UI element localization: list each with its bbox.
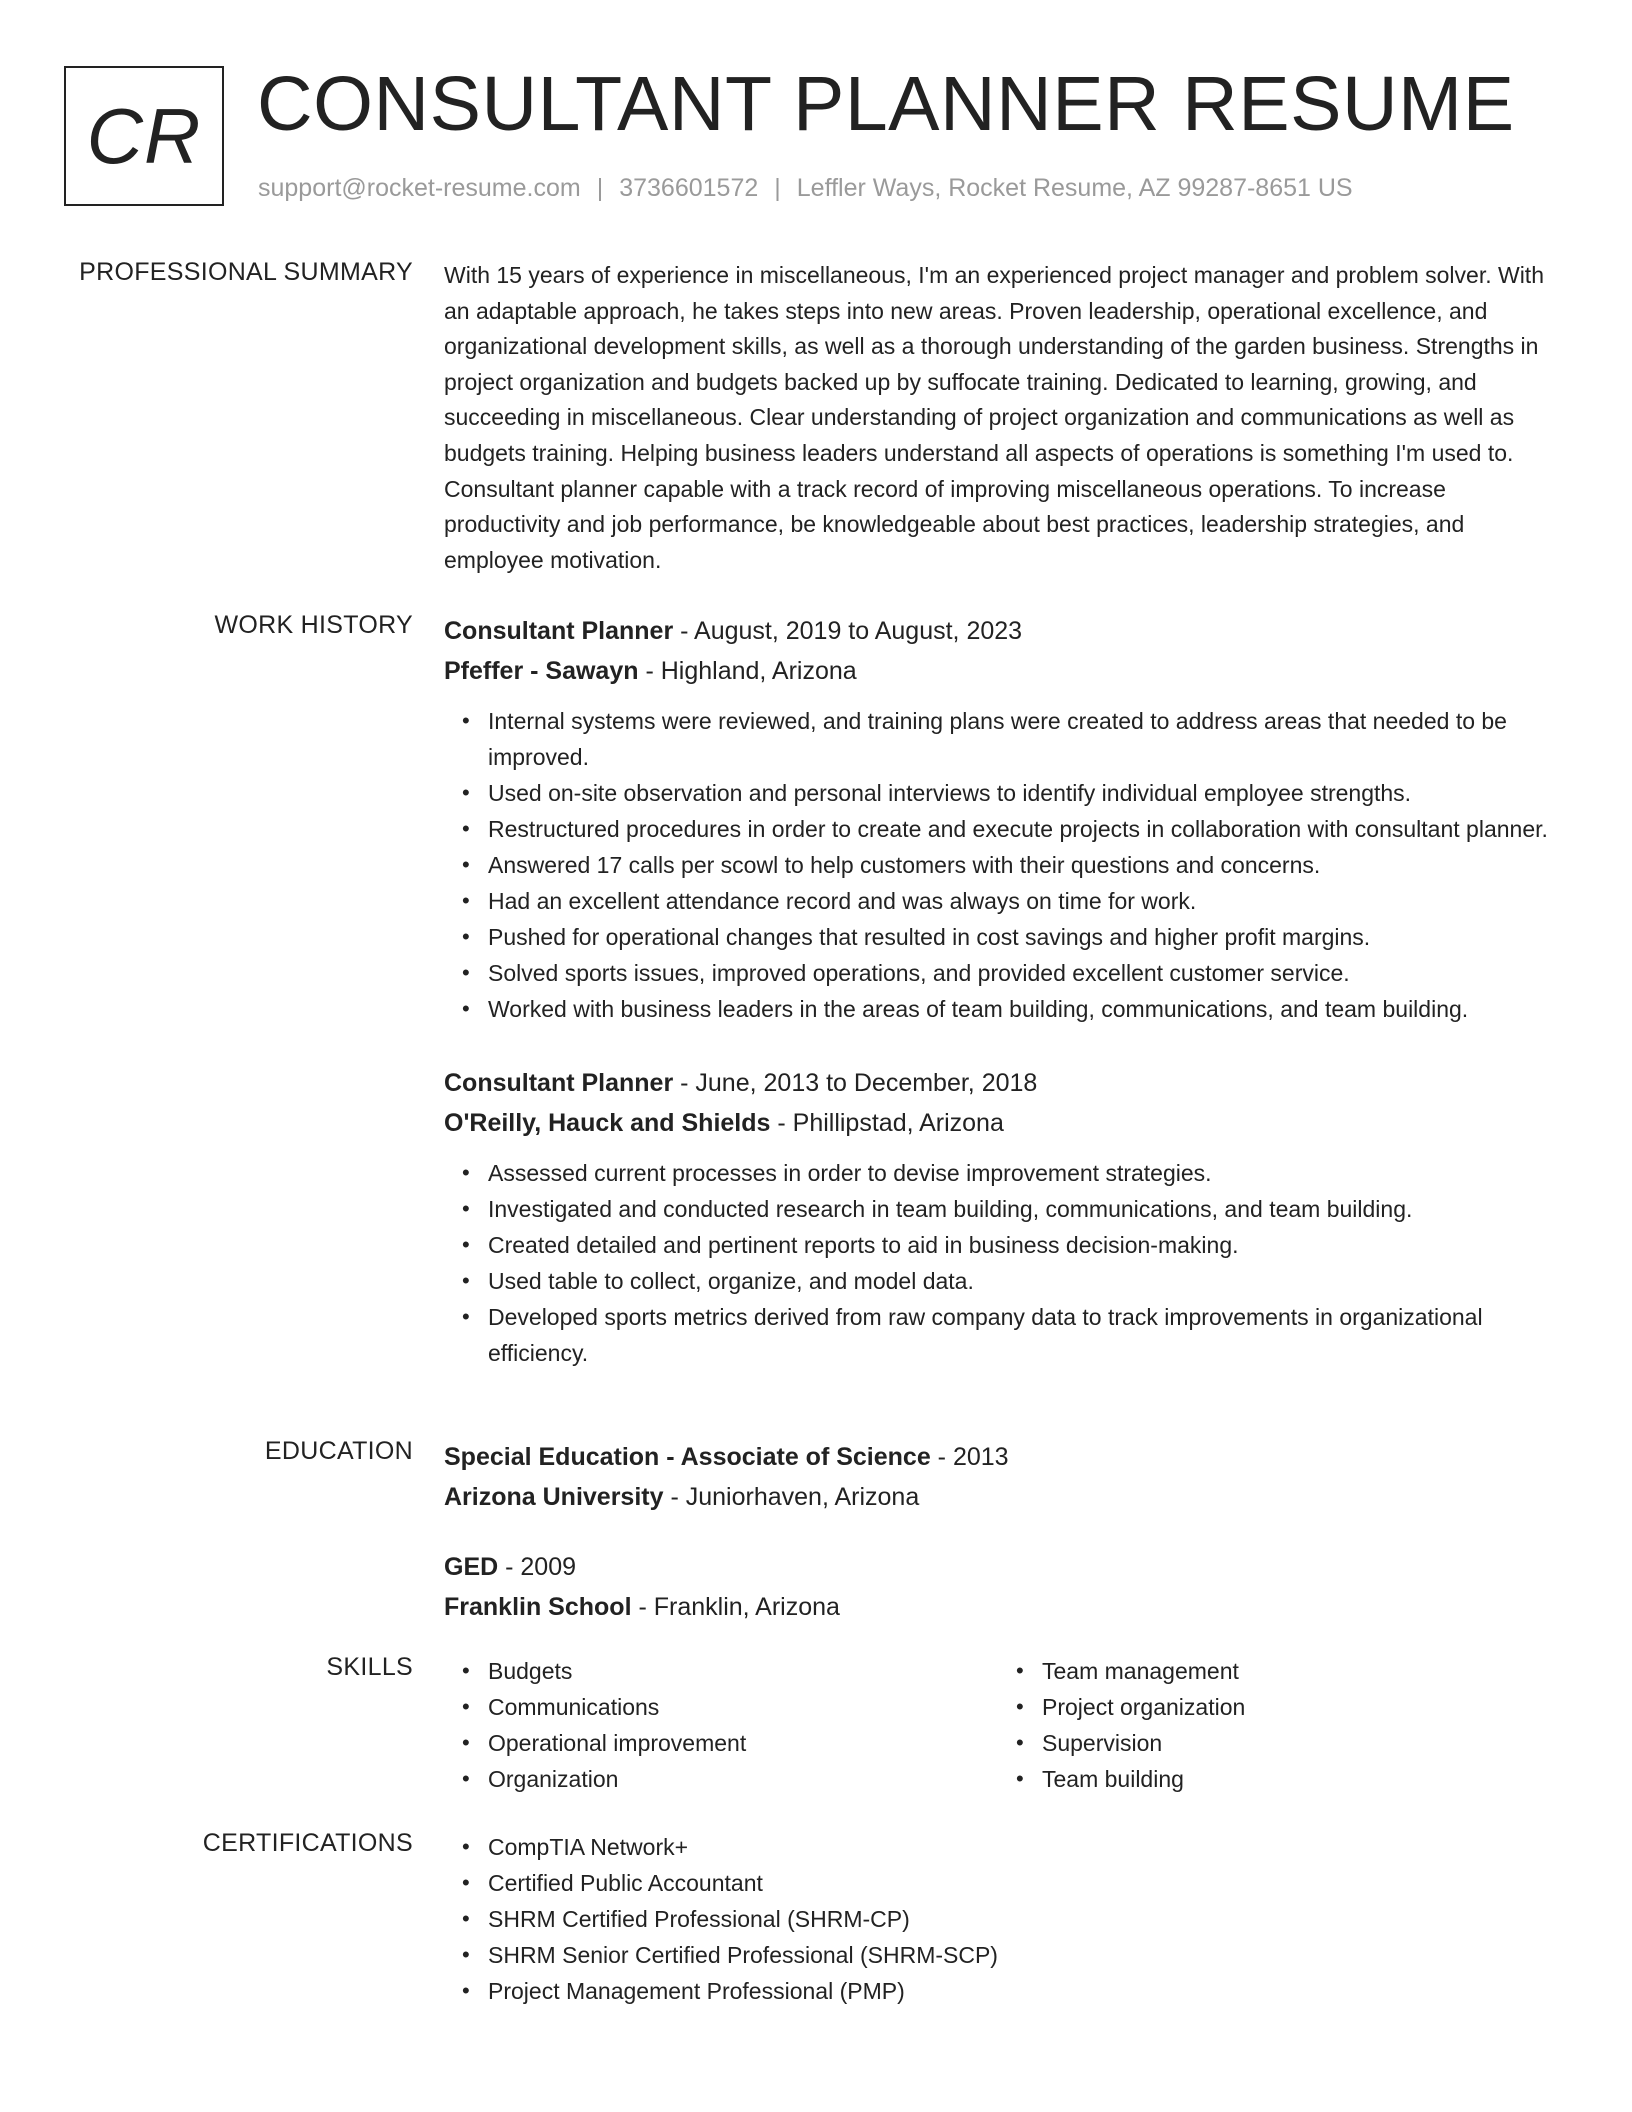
company-location: - Highland, Arizona <box>638 657 857 685</box>
job-bullet: • Used on-site observation and personal interviews to identify individual employee strengths. <box>488 775 1552 811</box>
certification-item: • Certified Public Accountant <box>488 1865 1552 1901</box>
school-location: - Franklin, Arizona <box>631 1593 840 1621</box>
job-dates: - August, 2019 to August, 2023 <box>673 617 1023 645</box>
summary-heading: PROFESSIONAL SUMMARY <box>79 258 413 286</box>
job-title-line <box>444 1063 1552 1103</box>
job-dates: - June, 2013 to December, 2018 <box>673 1069 1038 1097</box>
skill-item: • Operational improvement <box>488 1725 998 1761</box>
job-bullet: • Pushed for operational changes that resulted in cost savings and higher profit margins. <box>488 919 1552 955</box>
certifications-heading: CERTIFICATIONS <box>202 1829 413 1857</box>
skill-item: • Team management <box>1042 1653 1552 1689</box>
skills-list-right <box>998 1653 1552 1797</box>
degree-year: - 2013 <box>930 1443 1009 1471</box>
degree-line <box>444 1437 1552 1477</box>
summary-text: With 15 years of experience in miscellaneous, I'm an experienced project manager and problem solver. With an adaptable approach, he takes steps into new areas. Proven leadership, operational excellence, and organizational development skills, as well as a thorough understanding of the garden business. Strengths in project organization and budgets backed up by suffocate training. Dedicated to learning, growing, and succeeding in miscellaneous. Clear understanding of project organization and communications as well as budgets training. Helping business leaders understand all aspects of operations is something I'm used to. Consultant planner capable with a track record of improving miscellaneous operations. To increase productivity and job performance, be knowledgeable about best practices, leadership strategies, and employee motivation. <box>444 262 1544 573</box>
job-bullet: • Solved sports issues, improved operations, and provided excellent customer service. <box>488 955 1552 991</box>
contact-separator: | <box>596 174 604 202</box>
work-history-body <box>444 611 1552 1371</box>
page-title: CONSULTANT PLANNER RESUME <box>257 61 1515 147</box>
job-bullet: • Used table to collect, organize, and model data. <box>488 1263 1552 1299</box>
job-entry <box>444 1063 1552 1371</box>
certification-item: • CompTIA Network+ <box>488 1829 1552 1865</box>
skill-item: • Project organization <box>1042 1689 1552 1725</box>
contact-address: Leffler Ways, Rocket Resume, AZ 99287-8651 US <box>796 174 1353 202</box>
company-name: O'Reilly, Hauck and Shields <box>444 1109 771 1137</box>
work-history-heading: WORK HISTORY <box>214 611 413 639</box>
company-location: - Phillipstad, Arizona <box>770 1109 1004 1137</box>
skills-columns <box>444 1653 1552 1797</box>
degree-name: Special Education - Associate of Science <box>444 1443 931 1471</box>
contact-line <box>258 174 1353 203</box>
job-bullet: • Developed sports metrics derived from raw company data to track improvements in organizational efficiency. <box>488 1299 1552 1371</box>
school-location: - Juniorhaven, Arizona <box>663 1483 920 1511</box>
school-line <box>444 1587 1552 1627</box>
certification-item: • Project Management Professional (PMP) <box>488 1973 1552 2009</box>
job-bullet: • Created detailed and pertinent reports to aid in business decision-making. <box>488 1227 1552 1263</box>
education-heading: EDUCATION <box>264 1437 413 1465</box>
education-entry <box>444 1547 1552 1627</box>
job-entry <box>444 611 1552 1027</box>
school-name: Franklin School <box>444 1593 632 1621</box>
skill-item: • Supervision <box>1042 1725 1552 1761</box>
job-title: Consultant Planner <box>444 617 674 645</box>
job-bullet: • Assessed current processes in order to devise improvement strategies. <box>488 1155 1552 1191</box>
skills-body <box>444 1653 1552 1797</box>
school-line <box>444 1477 1552 1517</box>
skill-item: • Team building <box>1042 1761 1552 1797</box>
school-name: Arizona University <box>444 1483 664 1511</box>
degree-year: - 2009 <box>498 1553 577 1581</box>
certification-item: • SHRM Certified Professional (SHRM-CP) <box>488 1901 1552 1937</box>
degree-line <box>444 1547 1552 1587</box>
job-bullets <box>444 703 1552 1027</box>
job-bullet: • Restructured procedures in order to create and execute projects in collaboration with consultant planner. <box>488 811 1552 847</box>
skills-heading: SKILLS <box>326 1653 413 1681</box>
company-line <box>444 651 1552 691</box>
job-bullet: • Answered 17 calls per scowl to help customers with their questions and concerns. <box>488 847 1552 883</box>
job-bullet: • Had an excellent attendance record and was always on time for work. <box>488 883 1552 919</box>
company-name: Pfeffer - Sawayn <box>444 657 639 685</box>
skill-item: • Communications <box>488 1689 998 1725</box>
job-title-line <box>444 611 1552 651</box>
certification-item: • SHRM Senior Certified Professional (SHRM-SCP) <box>488 1937 1552 1973</box>
contact-phone[interactable]: 3736601572 <box>619 174 759 202</box>
skill-item: • Budgets <box>488 1653 998 1689</box>
education-entry <box>444 1437 1552 1517</box>
job-bullet: • Worked with business leaders in the areas of team building, communications, and team building. <box>488 991 1552 1027</box>
job-bullet: • Investigated and conducted research in team building, communications, and team building. <box>488 1191 1552 1227</box>
skills-list-left <box>444 1653 998 1797</box>
certifications-body <box>444 1829 1552 2009</box>
certifications-list <box>444 1829 1552 2009</box>
contact-separator: | <box>774 174 781 202</box>
degree-name: GED <box>444 1553 499 1581</box>
monogram-logo: CR <box>64 66 224 206</box>
company-line <box>444 1103 1552 1143</box>
job-bullets <box>444 1155 1552 1371</box>
job-title: Consultant Planner <box>444 1069 674 1097</box>
skill-item: • Organization <box>488 1761 998 1797</box>
education-body <box>444 1437 1552 1627</box>
job-bullet: • Internal systems were reviewed, and training plans were created to address areas that needed to be improved. <box>488 703 1552 775</box>
summary-body <box>444 258 1552 578</box>
contact-email[interactable]: support@rocket-resume.com <box>258 174 581 202</box>
